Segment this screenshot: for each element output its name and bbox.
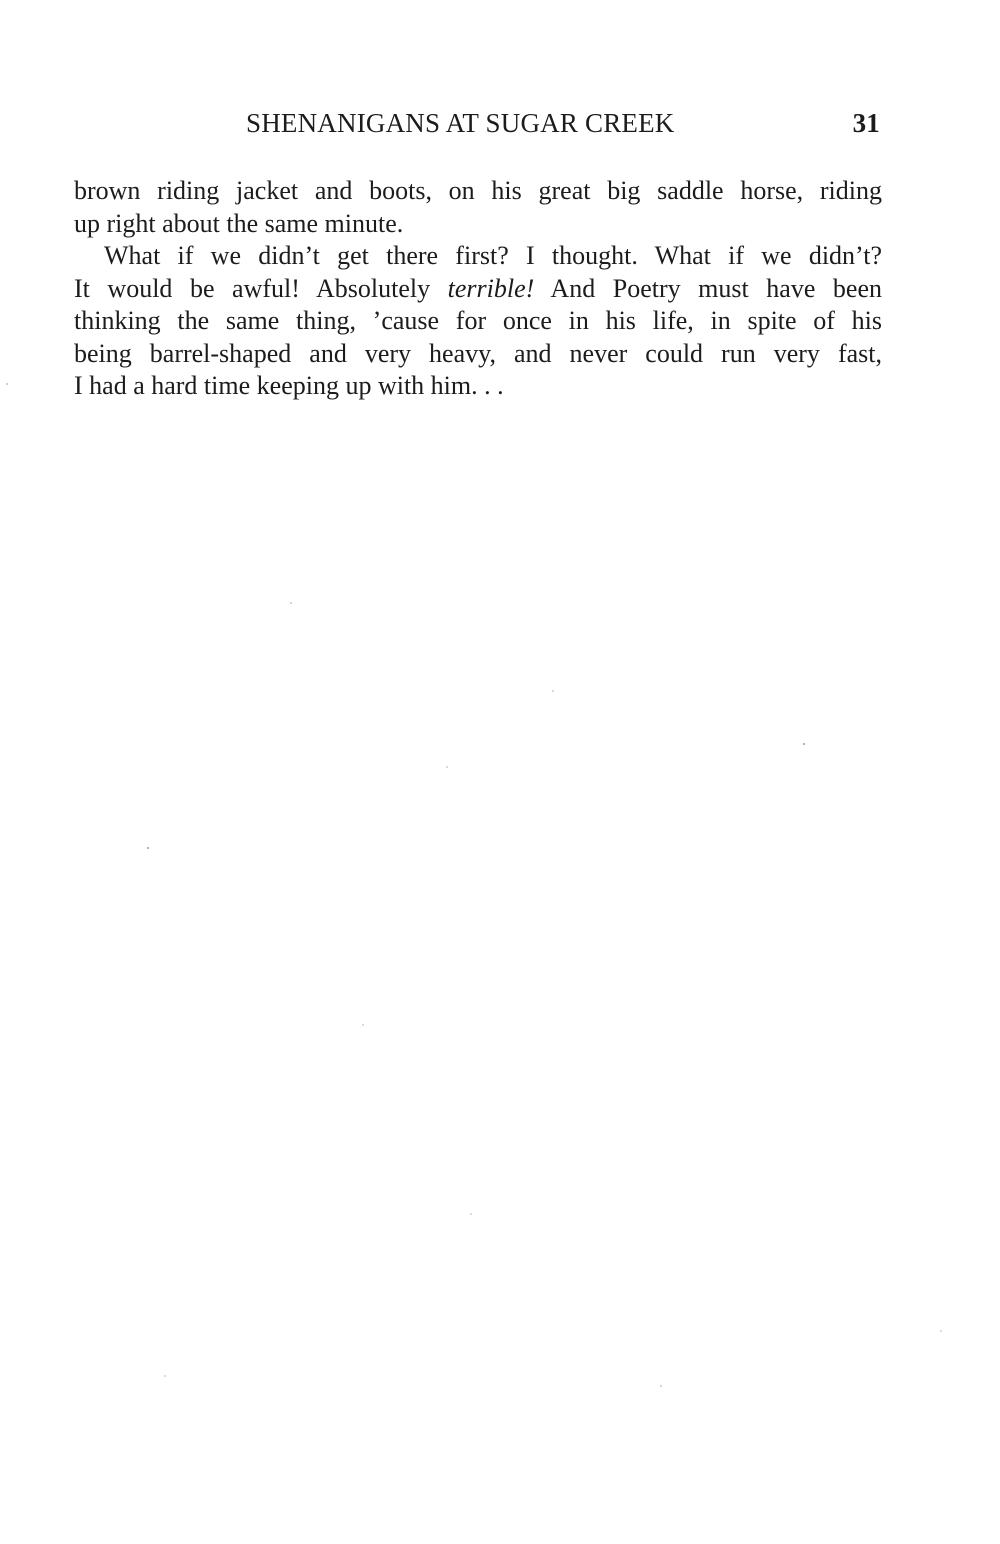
running-title: SHENANIGANS AT SUGAR CREEK — [246, 108, 675, 138]
running-header — [74, 108, 882, 144]
text-line: thinking the same thing, ’cause for once in his life, in spite of his — [74, 306, 882, 335]
scan-speck — [290, 602, 292, 604]
text-line — [74, 273, 882, 306]
paragraph — [74, 240, 882, 403]
text-run: It would be awful! Absolutely — [74, 273, 448, 303]
page-number: 31 — [852, 108, 880, 138]
text-line: up right about the same minute. — [74, 208, 404, 238]
scan-speck — [660, 1385, 662, 1387]
text-line: being barrel-shaped and very heavy, and never could run very fast, — [74, 338, 882, 368]
scan-speck — [940, 1330, 942, 1332]
paragraph — [74, 175, 882, 240]
emphasized-word: terrible! — [447, 273, 535, 303]
text-line: brown riding jacket and boots, on his great big saddle horse, riding — [74, 176, 882, 205]
scan-speck — [446, 766, 448, 768]
scan-speck — [803, 743, 805, 745]
scan-speck — [362, 1024, 364, 1026]
text-line: What if we didn’t get there first? I thought. What if we didn’t? — [104, 241, 882, 270]
text-run: And Poetry must have been — [534, 273, 882, 303]
text-line: I had a hard time keeping up with him. . . — [74, 371, 504, 400]
scan-speck — [470, 1213, 472, 1215]
scan-speck — [6, 383, 8, 385]
body-text — [74, 175, 882, 403]
scan-speck — [164, 1375, 166, 1377]
scan-speck — [552, 690, 554, 692]
scan-speck — [147, 847, 149, 849]
